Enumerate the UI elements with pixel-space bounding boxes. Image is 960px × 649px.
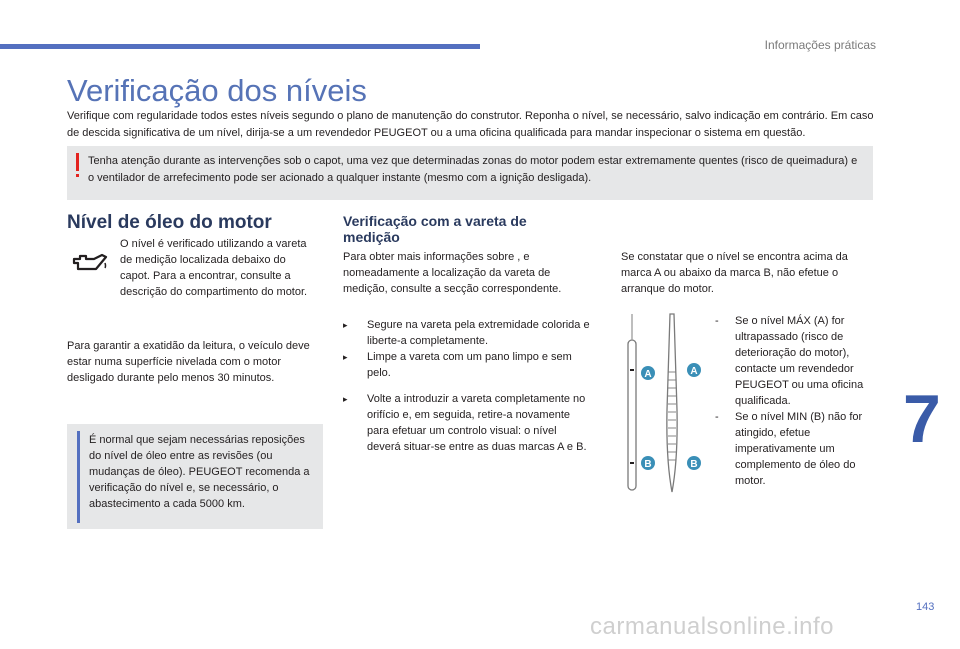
section-label: Informações práticas [764,38,876,52]
dipstick-steps [343,317,593,455]
note-text: É normal que sejam necessárias reposições do nível de óleo entre as revisões (ou mudanças de óleo). PEUGEOT recomenda a verificação do nível e, se necessário, o abastecimento a cada 5000 km. [89,434,310,510]
svg-text:A: A [690,366,698,377]
intro-paragraph: Verifique com regularidade todos estes níveis segundo o plano de manutenção do construtor. Reponha o nível, se necessário, salvo indicação em contrário. Em caso de descida significativa de um nível, dirija-se a um revendedor PEUGEOT ou a uma oficina qualificada para mandar inspecionar o sistema em questão. [67,110,874,139]
oil-level-paragraph: Para garantir a exatidão da leitura, o veículo deve estar numa superfície nivelada com o motor desligado durante pelo menos 30 minutos. [67,340,310,384]
oil-description: O nível é verificado utilizando a vareta de medição localizada debaixo do capot. Para a encontrar, consulte a descrição do compartimento do motor. [120,238,308,298]
watermark: carmanualsonline.info [590,613,834,640]
svg-text:A: A [644,369,652,380]
mark-b-right [687,456,701,470]
dipstick-heading: Verificação com a vareta de medição [343,213,527,245]
step-item: ▸ Volte a introduzir a vareta completamente no orifício e, em seguida, retire-a novamente para efetuar um controlo visual: o nível deverá situar-se entre as duas marcas A e B. [343,393,587,453]
dipstick-intro: Para obter mais informações sobre , e nomeadamente a localização da vareta de medição, consulte a secção correspondente. [343,251,562,295]
header-accent-bar [0,44,480,49]
warning-icon [76,153,79,171]
level-item-max: - Se o nível MÁX (A) for ultrapassado (risco de deterioração do motor), contacte um revendedor PEUGEOT ou uma oficina qualificada. [715,315,864,407]
warning-icon-dot [76,174,79,177]
chapter-number: 7 [903,380,960,458]
step-item: ▸ Segure na vareta pela extremidade colorida e liberte-a completamente. [343,319,590,347]
level-warning-intro: Se constatar que o nível se encontra acima da marca A ou abaixo da marca B, não efetue o arranque do motor. [621,251,848,295]
mark-a-left [641,366,655,380]
page-title: Verificação dos níveis [67,73,367,108]
bullet-icon: ▸ [343,352,348,362]
dipstick-left [628,314,636,490]
oil-can-icon [72,251,108,275]
dipstick-right [667,314,677,492]
note-bar [77,431,80,523]
svg-text:B: B [690,459,698,470]
bullet-icon: ▸ [343,320,348,330]
dipstick-illustration [612,310,707,495]
mark-b-left [641,456,655,470]
step-item: ▸ Limpe a vareta com um pano limpo e sem pelo. [343,351,572,379]
level-list [715,313,880,489]
level-item-min: - Se o nível MIN (B) não for atingido, efetue imperativamente um complemento de óleo do motor. [715,411,863,487]
mark-a-right [687,363,701,377]
oil-level-heading: Nível de óleo do motor [67,212,272,233]
svg-text:B: B [644,459,652,470]
bullet-icon: ▸ [343,394,348,404]
warning-text: Tenha atenção durante as intervenções sob o capot, uma vez que determinadas zonas do motor podem estar extremamente quentes (risco de queimadura) e o ventilador de arrefecimento pode ser acionado a qualquer instante (mesmo com a ignição desligada). [88,155,858,184]
page-number: 143 [916,601,935,613]
